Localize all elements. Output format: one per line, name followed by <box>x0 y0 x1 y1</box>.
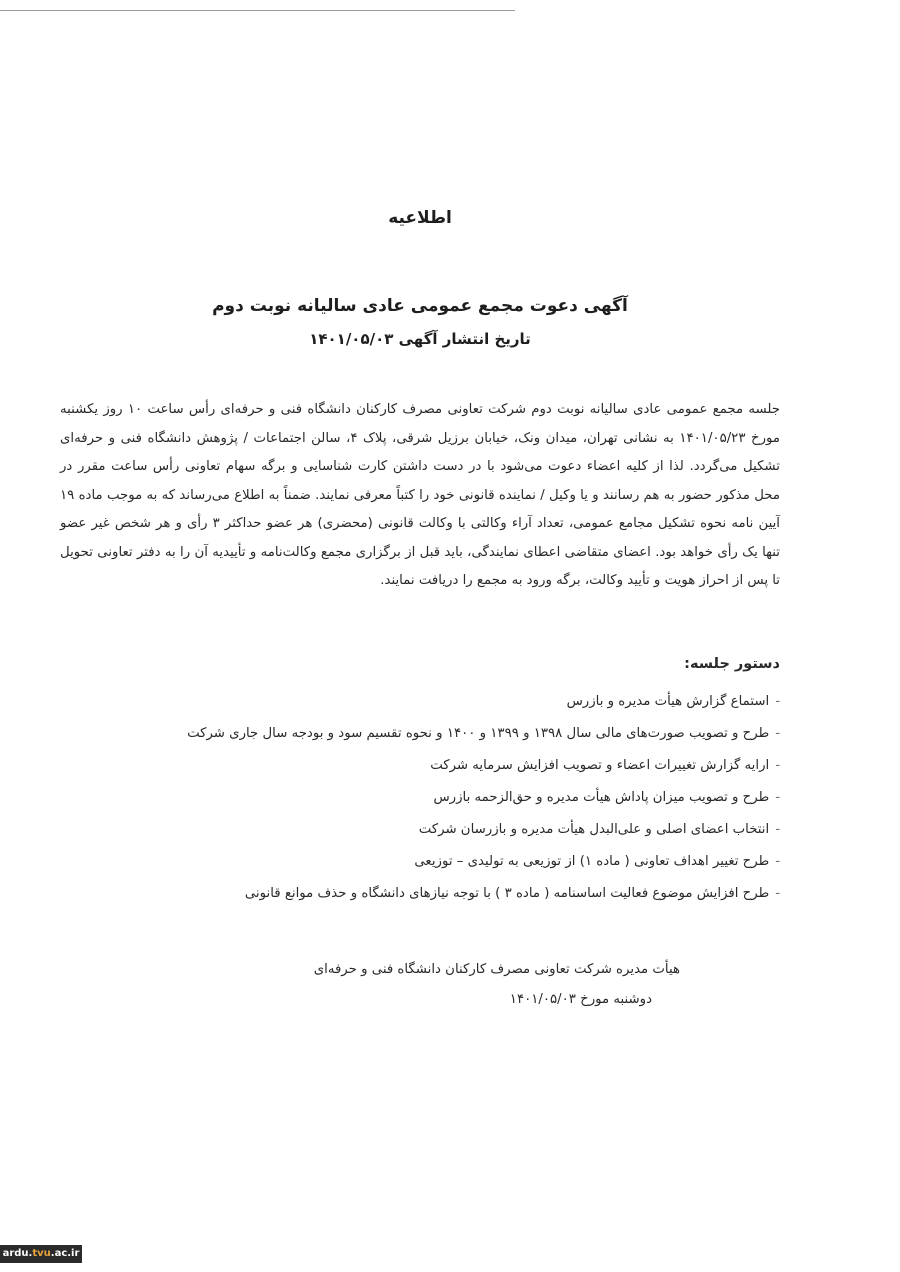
agenda-list <box>60 690 780 914</box>
invitation-paragraph: جلسه مجمع عمومی عادی سالیانه نوبت دوم شرکت تعاونی مصرف کارکنان دانشگاه فنی و حرفه‌ای رأس ساعت ۱۰ روز یکشنبه مورخ ۱۴۰۱/۰۵/۲۳ به نشانی تهران، میدان ونک، خیابان برزیل شرقی، پلاک ۴، سالن اجتماعات / پژوهش دانشگاه فنی و حرفه‌ای تشکیل می‌گردد. لذا از کلیه اعضاء دعوت می‌شود با در دست داشتن کارت شناسایی و برگه سهام تعاونی رأس ساعت مقرر در محل مذکور حضور به هم رسانند و یا وکیل / نماینده قانونی خود را کتباً معرفی نمایند. ضمناً به اطلاع می‌رساند که به موجب ماده ۱۹ آیین نامه نحوه تشکیل مجامع عمومی، تعداد آراء وکالتی با وکالت قانونی (محضری) هر عضو حداکثر ۳ رأی و هر شخص غیر عضو تنها یک رأی خواهد بود. اعضای متقاضی اعطای نمایندگی، باید قبل از برگزاری مجمع وکالت‌نامه و تأییدیه آن را به دفتر تعاونی تحویل تا پس از احراز هویت و تأیید وکالت، برگه ورود به مجمع را دریافت نمایند. <box>60 402 780 588</box>
signature-date: دوشنبه مورخ ۱۴۰۱/۰۵/۰۳ <box>509 992 652 1007</box>
agenda-dash: - <box>775 726 780 741</box>
agenda-dash: - <box>775 854 780 869</box>
agenda-item <box>60 818 780 850</box>
agenda-item-text: ارایه گزارش تغییرات اعضاء و تصویب افزایش سرمایه شرکت <box>430 758 770 773</box>
notice-page <box>60 0 780 1272</box>
watermark-accent: tvu <box>32 1248 51 1259</box>
agenda-item-text: طرح و تصویب میزان پاداش هیأت مدیره و حق‌الزحمه بازرس <box>433 790 770 805</box>
agenda-item <box>60 786 780 818</box>
watermark-prefix: ardu. <box>2 1248 33 1259</box>
announcement-title: آگهی دعوت مجمع عمومی عادی سالیانه نوبت دوم <box>212 296 628 316</box>
agenda-dash: - <box>775 886 780 901</box>
agenda-item-text: انتخاب اعضای اصلی و علی‌البدل هیأت مدیره و بازرسان شرکت <box>418 822 770 837</box>
agenda-item <box>60 722 780 754</box>
agenda-item <box>60 882 780 914</box>
agenda-dash: - <box>775 694 780 709</box>
signature-block <box>60 955 780 1015</box>
site-watermark <box>0 1245 82 1263</box>
agenda-dash: - <box>775 822 780 837</box>
agenda-item-text: طرح افزایش موضوع فعالیت اساسنامه ( ماده ۳ ) با توجه نیازهای دانشگاه و حذف موانع قانونی <box>244 886 770 901</box>
agenda-item-text: استماع گزارش هیأت مدیره و بازرس <box>566 694 770 709</box>
agenda-item <box>60 754 780 786</box>
agenda-item <box>60 850 780 882</box>
agenda-dash: - <box>775 790 780 805</box>
agenda-item-text: طرح و تصویب صورت‌های مالی سال ۱۳۹۸ و ۱۳۹۹ و ۱۴۰۰ و نحوه تقسیم سود و بودجه سال جاری شرکت <box>187 726 770 741</box>
agenda-item <box>60 690 780 722</box>
publish-date: تاریخ انتشار آگهی ۱۴۰۱/۰۵/۰۳ <box>309 330 531 348</box>
watermark-suffix: .ac.ir <box>50 1248 80 1259</box>
agenda-item-text: طرح تغییر اهداف تعاونی ( ماده ۱) از توزیعی به تولیدی – توزیعی <box>414 854 770 869</box>
agenda-dash: - <box>775 758 780 773</box>
signature-board: هیأت مدیره شرکت تعاونی مصرف کارکنان دانشگاه فنی و حرفه‌ای <box>313 962 680 977</box>
notice-heading: اطلاعیه <box>388 208 452 228</box>
agenda-title: دستور جلسه: <box>684 656 780 672</box>
